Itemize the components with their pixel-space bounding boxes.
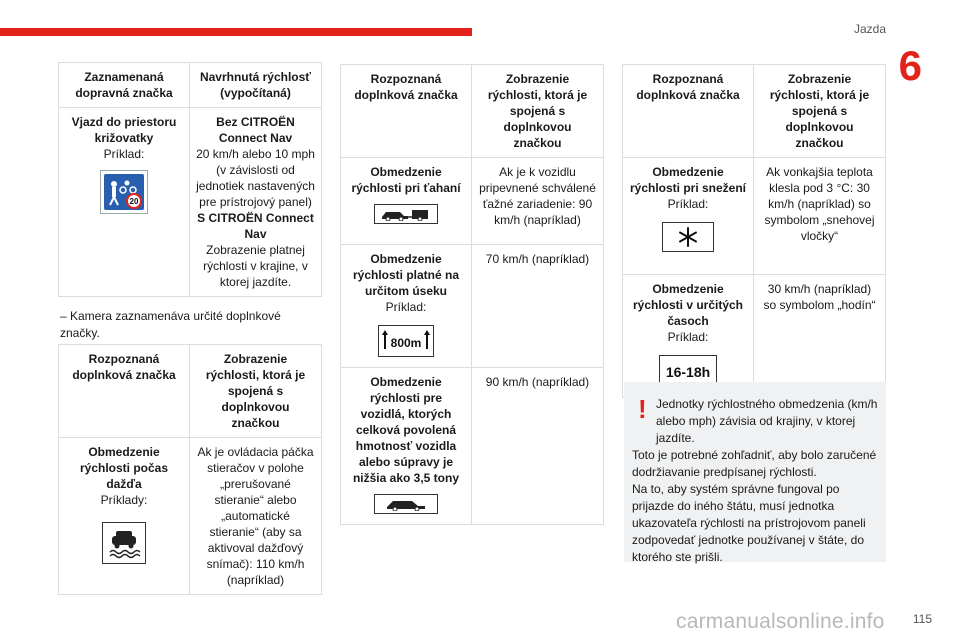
zone-20-sign-icon [100, 170, 148, 214]
speed-limit-table-4 [622, 64, 886, 398]
warning-icon: ! [638, 394, 647, 424]
time-sign-text: 16-18h [665, 364, 711, 380]
weight-limit-value: 90 km/h (napríklad) [472, 368, 604, 525]
table3-header-col2: Zobrazenie rýchlosti, ktorá je spojená s doplnkovou značkou [472, 65, 604, 158]
rain-road-sign-icon [102, 522, 146, 564]
warning-box [624, 382, 886, 562]
table2-rain-cell [59, 438, 190, 595]
sign-title: Vjazd do priestoru križovatky [71, 115, 177, 145]
warning-text [632, 396, 882, 566]
rain-limit-value: Ak je ovládacia páčka stieračov v polohe „prerušované stieranie“ alebo „automatické stieranie“ (aby sa aktivoval dažďový snímač): 110 km/h (napríklad) [190, 438, 322, 595]
chapter-number: 6 [898, 42, 922, 89]
table1-header-col1: Zaznamenaná dopravná značka [59, 63, 190, 108]
towing-limit-title: Obmedzenie rýchlosti pri ťahaní [351, 165, 461, 195]
rain-example-label: Príklady: [100, 493, 148, 507]
weight-limit-title: Obmedzenie rýchlosti pre vozidlá, ktorých celková povolená hmotnosť vozidla alebo súpravy je nižšia ako 3,5 tony [352, 375, 460, 485]
table3-header-col1: Rozpoznaná doplnková značka [341, 65, 472, 158]
table4-snow-cell [623, 158, 754, 275]
time-limit-title: Obmedzenie rýchlosti v určitých časoch [632, 282, 744, 328]
table3-weight-cell [341, 368, 472, 525]
camera-note: – Kamera zaznamenáva určité doplnkové značky. [60, 309, 281, 340]
table2-header-col2: Zobrazenie rýchlosti, ktorá je spojená s doplnkovou značkou [190, 345, 322, 438]
with-nav-label: S CITROËN Connect Nav [197, 211, 314, 241]
car-icon [374, 494, 438, 514]
section-title: Jazda [853, 22, 886, 36]
with-nav-value: Zobrazenie platnej rýchlosti v krajine, v ktorej jazdíte. [203, 243, 308, 289]
zone-sign-number: 20 [129, 197, 139, 206]
warning-line-2: Toto je potrebné zohľadniť, aby bolo zaručené dodržiavanie predpísanej rýchlosti. [632, 448, 877, 479]
snow-limit-value: Ak vonkajšia teplota klesla pod 3 °C: 30 km/h (napríklad) so symbolom „snehovej vločky“ [754, 158, 886, 275]
without-nav-label: Bez CITROËN Connect Nav [216, 115, 295, 145]
warning-line-3: Na to, aby systém správne fungoval po prijazde do iného štátu, musí jednotka ukazovateľa rýchlosti na prístrojovom paneli zodpovedať jednotke používanej v štáte, do ktorého ste prišli. [632, 482, 866, 564]
warning-line-1: Jednotky rýchlostného obmedzenia (km/h alebo mph) závisia od krajiny, v ktorej jazdíte. [656, 397, 878, 445]
distance-800m-sign-icon [378, 325, 434, 357]
time-example-label: Príklad: [667, 330, 709, 344]
table4-time-cell [623, 275, 754, 398]
table3-section-cell [341, 245, 472, 368]
watermark: carmanualsonline.info [676, 610, 885, 633]
towing-limit-value: Ak je k vozidlu pripevnené schválené ťažné zariadenie: 90 km/h (napríklad) [472, 158, 604, 245]
table4-header-col2: Zobrazenie rýchlosti, ktorá je spojená s doplnkovou značkou [754, 65, 886, 158]
speed-limit-table-1 [58, 62, 322, 297]
table1-value-cell [190, 108, 322, 297]
car-trailer-icon [374, 204, 438, 224]
page-number: 115 [912, 612, 932, 626]
table2-header-col1: Rozpoznaná doplnková značka [59, 345, 190, 438]
table4-header-col1: Rozpoznaná doplnková značka [623, 65, 754, 158]
time-limit-value: 30 km/h (napríklad) so symbolom „hodín“ [754, 275, 886, 398]
snowflake-icon [662, 222, 714, 252]
sign-example-label: Príklad: [103, 147, 145, 161]
snow-limit-title: Obmedzenie rýchlosti pri snežení [629, 165, 747, 195]
section-limit-title: Obmedzenie rýchlosti platné na určitom úseku [352, 252, 460, 298]
section-example-label: Príklad: [385, 300, 427, 314]
section-limit-value: 70 km/h (napríklad) [472, 245, 604, 368]
speed-limit-table-3 [340, 64, 604, 525]
speed-limit-table-2 [58, 344, 322, 595]
without-nav-value: 20 km/h alebo 10 mph (v závislosti od jednotiek nastavených pre prístrojový panel) [196, 147, 315, 209]
table1-header-col2: Navrhnutá rýchlosť (vypočítaná) [190, 63, 322, 108]
snow-example-label: Príklad: [667, 197, 709, 211]
rain-limit-title: Obmedzenie rýchlosti počas dažďa [79, 445, 169, 491]
header-red-bar [0, 28, 472, 36]
table3-towing-cell [341, 158, 472, 245]
table1-sign-cell [59, 108, 190, 297]
distance-sign-text: 800m [390, 336, 422, 350]
